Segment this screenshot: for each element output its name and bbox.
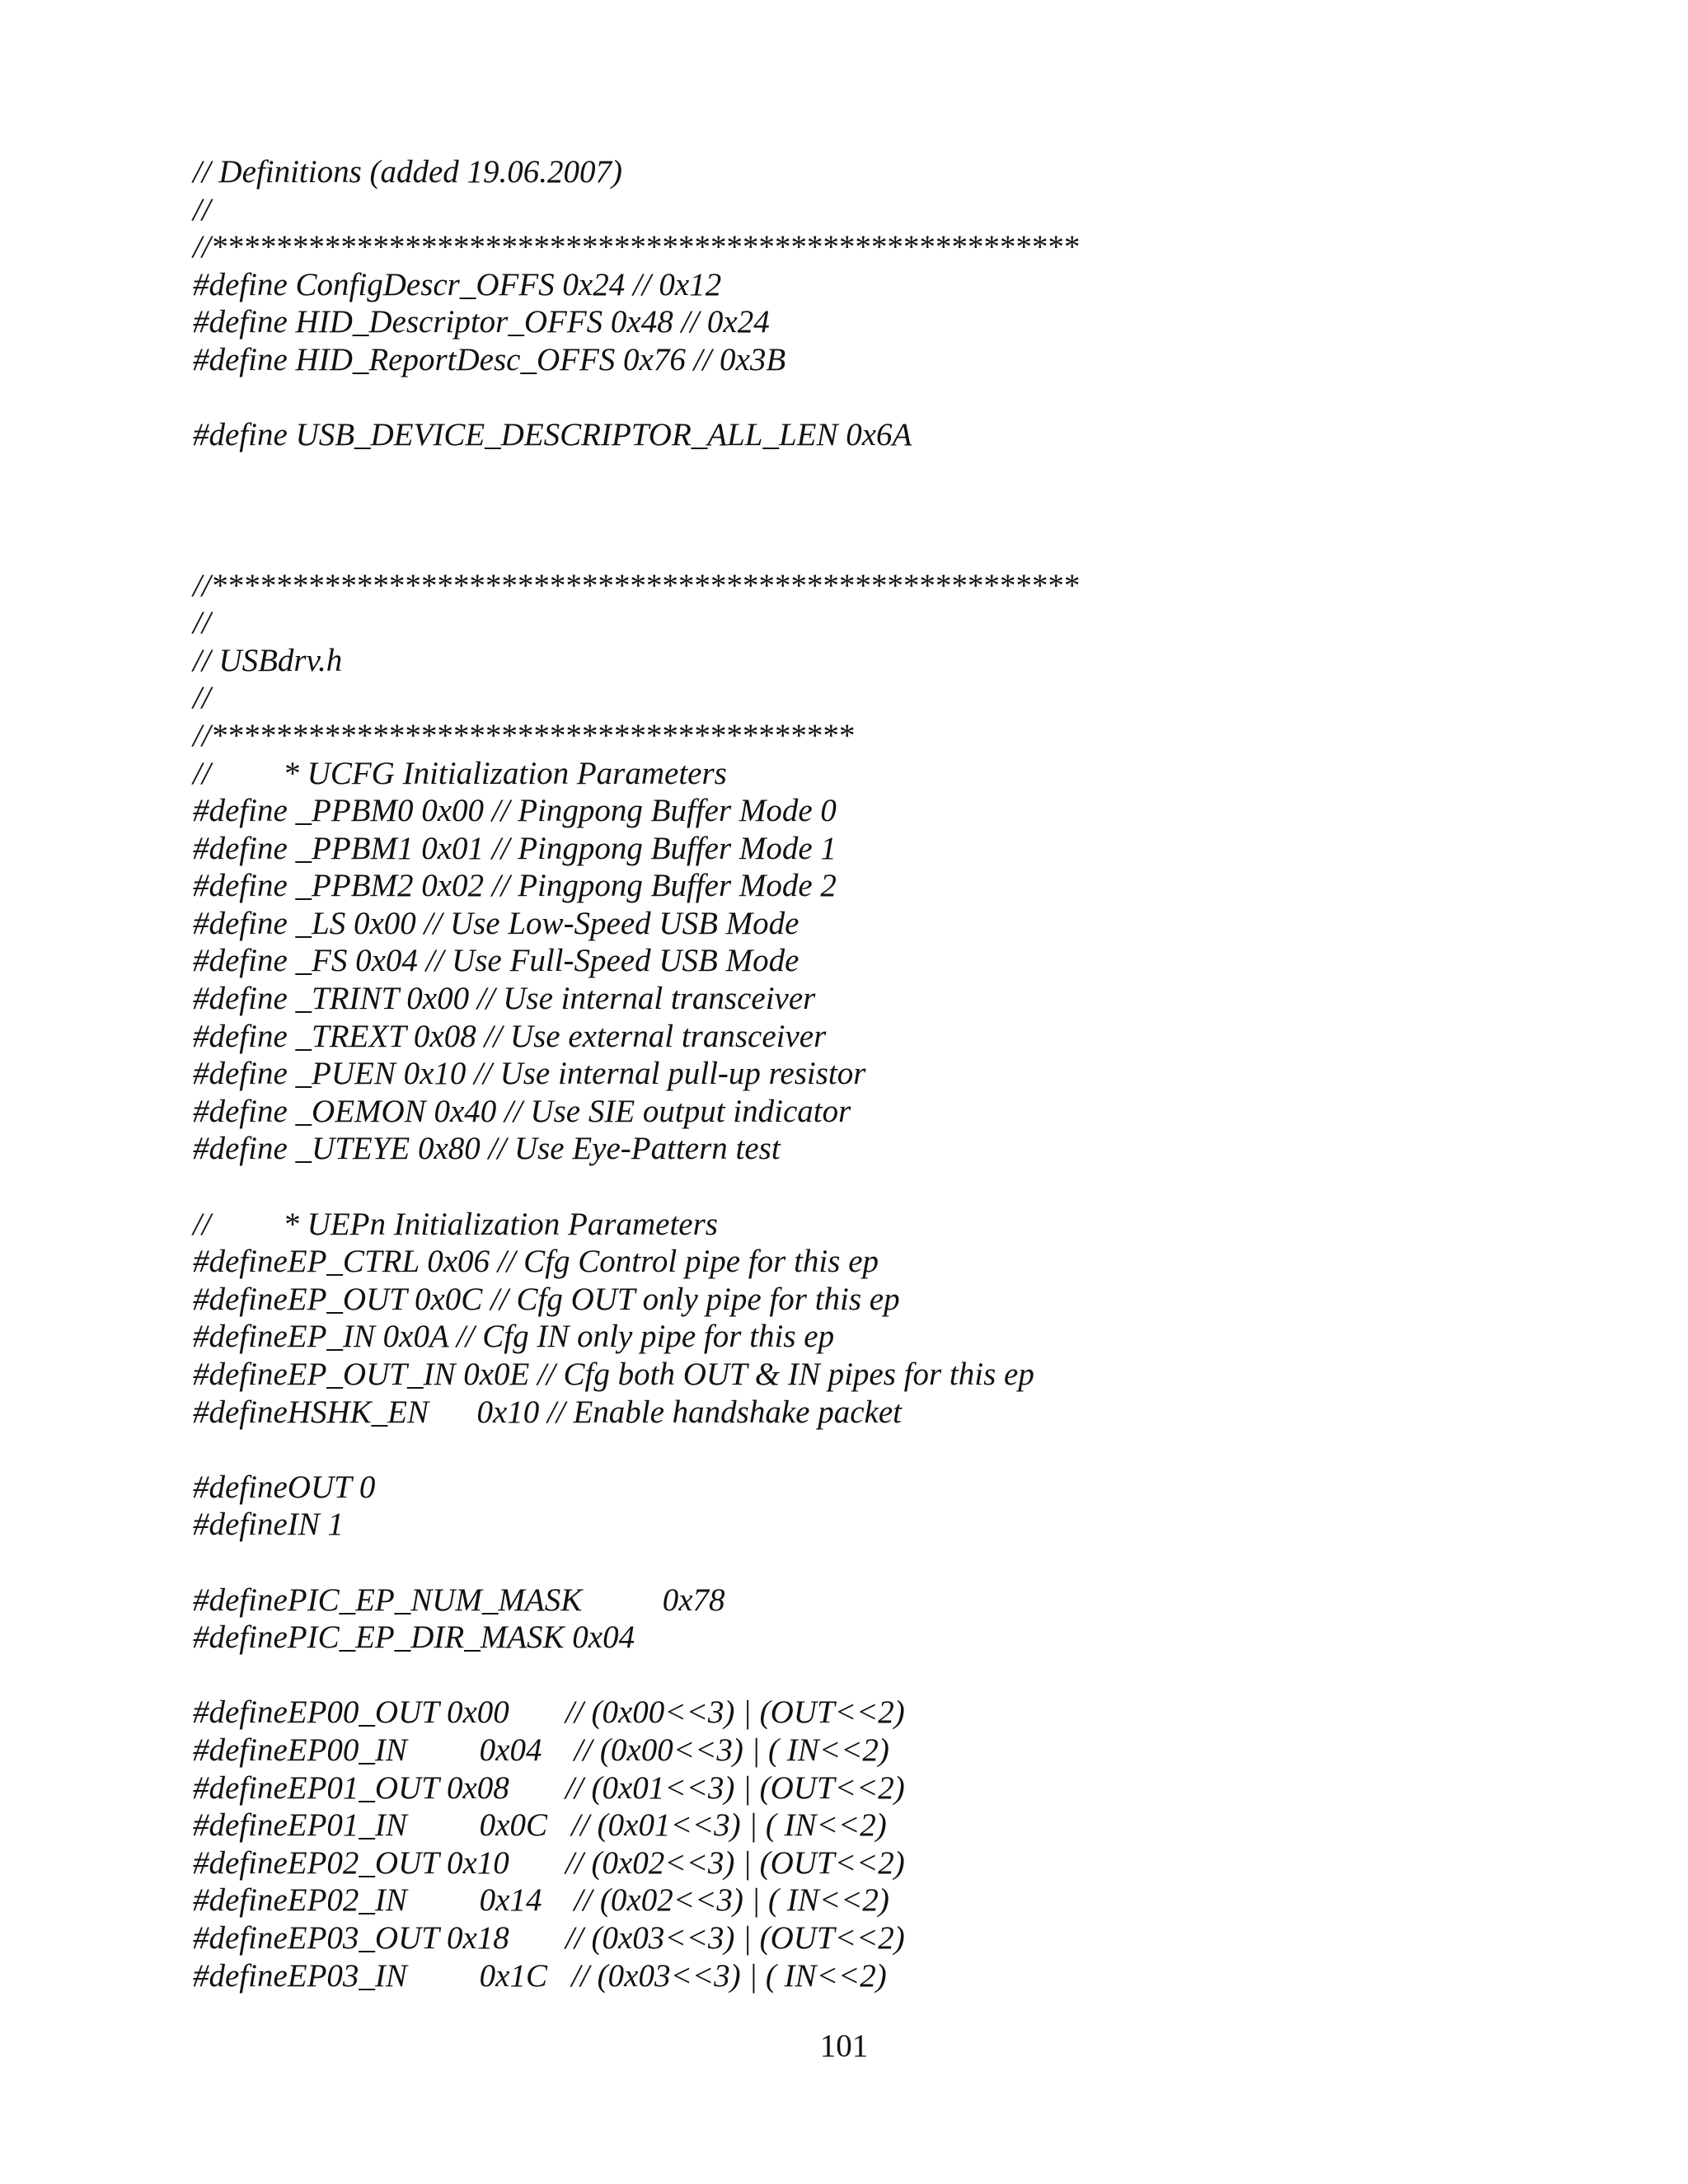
code-line: #define _OEMON 0x40 // Use SIE output indicator — [193, 1093, 851, 1129]
code-line: #define _PPBM1 0x01 // Pingpong Buffer Mode 1 — [193, 830, 837, 866]
code-line: #definePIC_EP_DIR_MASK 0x04 — [193, 1619, 635, 1656]
code-line: #defineEP_IN 0x0A // Cfg IN only pipe for this ep — [193, 1319, 835, 1355]
code-line: #defineEP01_OUT 0x08 // (0x01<<3) | (OUT<<2) — [193, 1769, 905, 1806]
code-line: // USBdrv.h — [193, 642, 343, 678]
blank-line — [193, 1657, 1643, 1694]
code-line: #define ConfigDescr_OFFS 0x24 // 0x12 — [193, 266, 722, 302]
blank-line — [193, 1544, 1643, 1582]
code-line: //****************************************************** — [193, 229, 1079, 265]
blank-line — [193, 1431, 1643, 1469]
blank-line — [193, 454, 1643, 492]
page-number: 101 — [819, 2028, 869, 2064]
code-line: #defineOUT 0 — [193, 1469, 376, 1505]
code-line: #defineEP_OUT_IN 0x0E // Cfg both OUT & IN pipes for this ep — [193, 1357, 1034, 1392]
code-line: #defineEP02_OUT 0x10 // (0x02<<3) | (OUT<<2) — [193, 1844, 905, 1881]
code-line: #define HID_Descriptor_OFFS 0x48 // 0x24 — [193, 304, 770, 340]
code-line: #defineEP02_IN 0x14 // (0x02<<3) | ( IN<<2) — [193, 1882, 889, 1919]
blank-line — [193, 529, 1643, 567]
code-line: // * UCFG Initialization Parameters — [193, 755, 727, 791]
code-line: #define _PPBM2 0x02 // Pingpong Buffer Mode 2 — [193, 868, 837, 904]
blank-line — [193, 379, 1643, 417]
code-line: #define _TRINT 0x00 // Use internal transceiver — [193, 981, 816, 1017]
code-line: #define _FS 0x04 // Use Full-Speed USB Mode — [193, 943, 799, 979]
code-line: #define USB_DEVICE_DESCRIPTOR_ALL_LEN 0x6A — [193, 417, 912, 453]
code-line: #defineEP03_OUT 0x18 // (0x03<<3) | (OUT<<2) — [193, 1919, 905, 1956]
code-line: #defineIN 1 — [193, 1507, 345, 1543]
blank-line — [193, 491, 1643, 529]
code-line: //**************************************** — [193, 717, 854, 753]
code-line: #define _PPBM0 0x00 // Pingpong Buffer Mode 0 — [193, 793, 837, 829]
code-line: #define _UTEYE 0x80 // Use Eye-Pattern test — [193, 1131, 781, 1167]
code-line: //****************************************************** — [193, 567, 1079, 603]
code-line: #defineEP00_IN 0x04 // (0x00<<3) | ( IN<<2) — [193, 1732, 889, 1768]
code-line: #definePIC_EP_NUM_MASK 0x78 — [193, 1582, 725, 1618]
code-listing — [193, 153, 1643, 1994]
code-line: #defineEP_CTRL 0x06 // Cfg Control pipe for this ep — [193, 1244, 879, 1280]
code-line: // — [193, 680, 211, 716]
code-line: // — [193, 191, 211, 227]
code-line: // * UEPn Initialization Parameters — [193, 1206, 718, 1242]
code-line: // — [193, 605, 211, 641]
code-line: #defineEP01_IN 0x0C // (0x01<<3) | ( IN<<2) — [193, 1807, 887, 1844]
code-line: #defineEP03_IN 0x1C // (0x03<<3) | ( IN<<2) — [193, 1957, 887, 1994]
code-line: #define HID_ReportDesc_OFFS 0x76 // 0x3B — [193, 341, 786, 377]
code-line: #defineHSHK_EN 0x10 // Enable handshake packet — [193, 1394, 902, 1430]
code-line: #define _TREXT 0x08 // Use external transceiver — [193, 1018, 827, 1054]
blank-line — [193, 1168, 1643, 1206]
code-line: // Definitions (added 19.06.2007) — [193, 154, 623, 190]
code-line: #define _PUEN 0x10 // Use internal pull-up resistor — [193, 1056, 866, 1092]
code-line: #defineEP_OUT 0x0C // Cfg OUT only pipe for this ep — [193, 1281, 900, 1317]
code-line: #defineEP00_OUT 0x00 // (0x00<<3) | (OUT<<2) — [193, 1694, 905, 1731]
code-line: #define _LS 0x00 // Use Low-Speed USB Mode — [193, 905, 799, 941]
